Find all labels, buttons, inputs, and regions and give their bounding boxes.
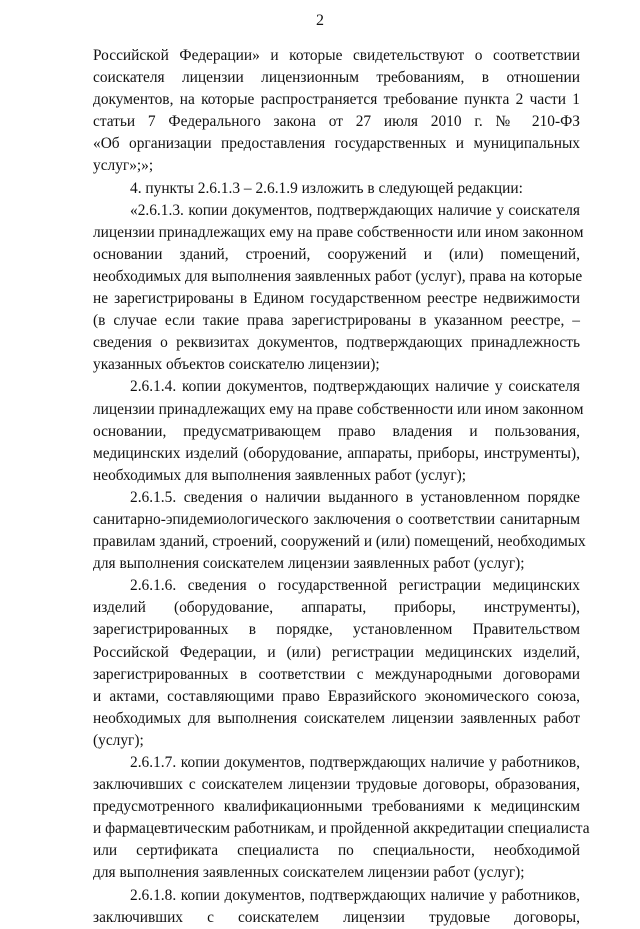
document-body [93, 45, 590, 929]
text-line: указанных объектов соискателю лицензии); [93, 356, 380, 374]
text-line: зарегистрированных в порядке, установленном Правительством [93, 621, 580, 639]
text-line: предусмотренного квалификационными требованиями к медицинским [93, 798, 580, 816]
text-line: документов, на которые распространяется требование пункта 2 части 1 [93, 91, 580, 109]
text-line: изделий (оборудование, аппараты, приборы, инструменты), [93, 599, 580, 617]
text-line: санитарно-эпидемиологического заключения о соответствии санитарным [93, 510, 580, 528]
page-number: 2 [316, 12, 324, 29]
text-line: статьи 7 Федерального закона от 27 июля 2010 г. № 210-ФЗ [93, 113, 580, 131]
text-line: сведения о реквизитах документов, подтверждающих принадлежность [93, 334, 580, 352]
text-line: для выполнения заявленных соискателем лицензии работ (услуг); [93, 864, 525, 882]
text-line: услуг»;»; [93, 157, 154, 175]
text-line: необходимых для выполнения соискателем лицензии заявленных работ [93, 709, 580, 727]
text-line: 4. пункты 2.6.1.3 – 2.6.1.9 изложить в следующей редакции: [130, 179, 523, 197]
text-line: 2.6.1.4. копии документов, подтверждающих наличие у соискателя [130, 378, 580, 396]
text-line: необходимых для выполнения заявленных работ (услуг); [93, 466, 467, 484]
text-line: медицинских изделий (оборудование, аппараты, приборы, инструменты), [93, 444, 580, 462]
text-line: не зарегистрированы в Едином государственном реестре недвижимости [93, 290, 580, 308]
text-line: Российской Федерации, и (или) регистрации медицинских изделий, [93, 643, 580, 661]
text-line: и фармацевтическим работникам, и пройденной аккредитации специалиста [93, 820, 590, 838]
text-line: необходимых для выполнения заявленных работ (услуг), права на которые [93, 267, 583, 285]
text-line: основании зданий, строений, сооружений и (или) помещений, [93, 245, 580, 263]
text-line: соискателя лицензии лицензионным требованиям, в отношении [93, 69, 580, 87]
text-line: (в случае если такие права зарегистрированы в указанном реестре, – [93, 312, 580, 330]
text-line: Российской Федерации» и которые свидетельствуют о соответствии [93, 47, 580, 64]
text-line: лицензии принадлежащих ему на праве собственности или ином законном [93, 223, 584, 241]
text-line: заключивших с соискателем лицензии трудовые договоры, [93, 908, 580, 926]
text-line: «2.6.1.3. копии документов, подтверждающих наличие у соискателя [130, 201, 580, 219]
text-line: зарегистрированных в соответствии с международными договорами [93, 665, 580, 683]
text-line: 2.6.1.8. копии документов, подтверждающих наличие у работников, [130, 886, 580, 904]
text-line: основании, предусматривающем право владения и пользования, [93, 422, 580, 440]
text-line: 2.6.1.7. копии документов, подтверждающих наличие у работников, [130, 754, 580, 771]
text-line: 2.6.1.5. сведения о наличии выданного в установленном порядке [130, 488, 580, 506]
text-line: лицензии принадлежащих ему на праве собственности или ином законном [93, 400, 584, 418]
text-line: «Об организации предоставления государственных и муниципальных [93, 135, 580, 153]
text-line: 2.6.1.6. сведения о государственной регистрации медицинских [130, 577, 580, 595]
text-line: (услуг); [93, 731, 144, 749]
text-line: и актами, составляющими право Евразийского экономического союза, [93, 687, 580, 705]
text-line: для выполнения соискателем лицензии заявленных работ (услуг); [93, 555, 525, 573]
text-line: заключивших с соискателем лицензии трудовые договоры, образования, [93, 776, 580, 794]
text-line: или сертификата специалиста по специальности, необходимой [93, 842, 580, 860]
text-line: правилам зданий, строений, сооружений и (или) помещений, необходимых [93, 533, 586, 551]
text-lines [93, 45, 590, 929]
